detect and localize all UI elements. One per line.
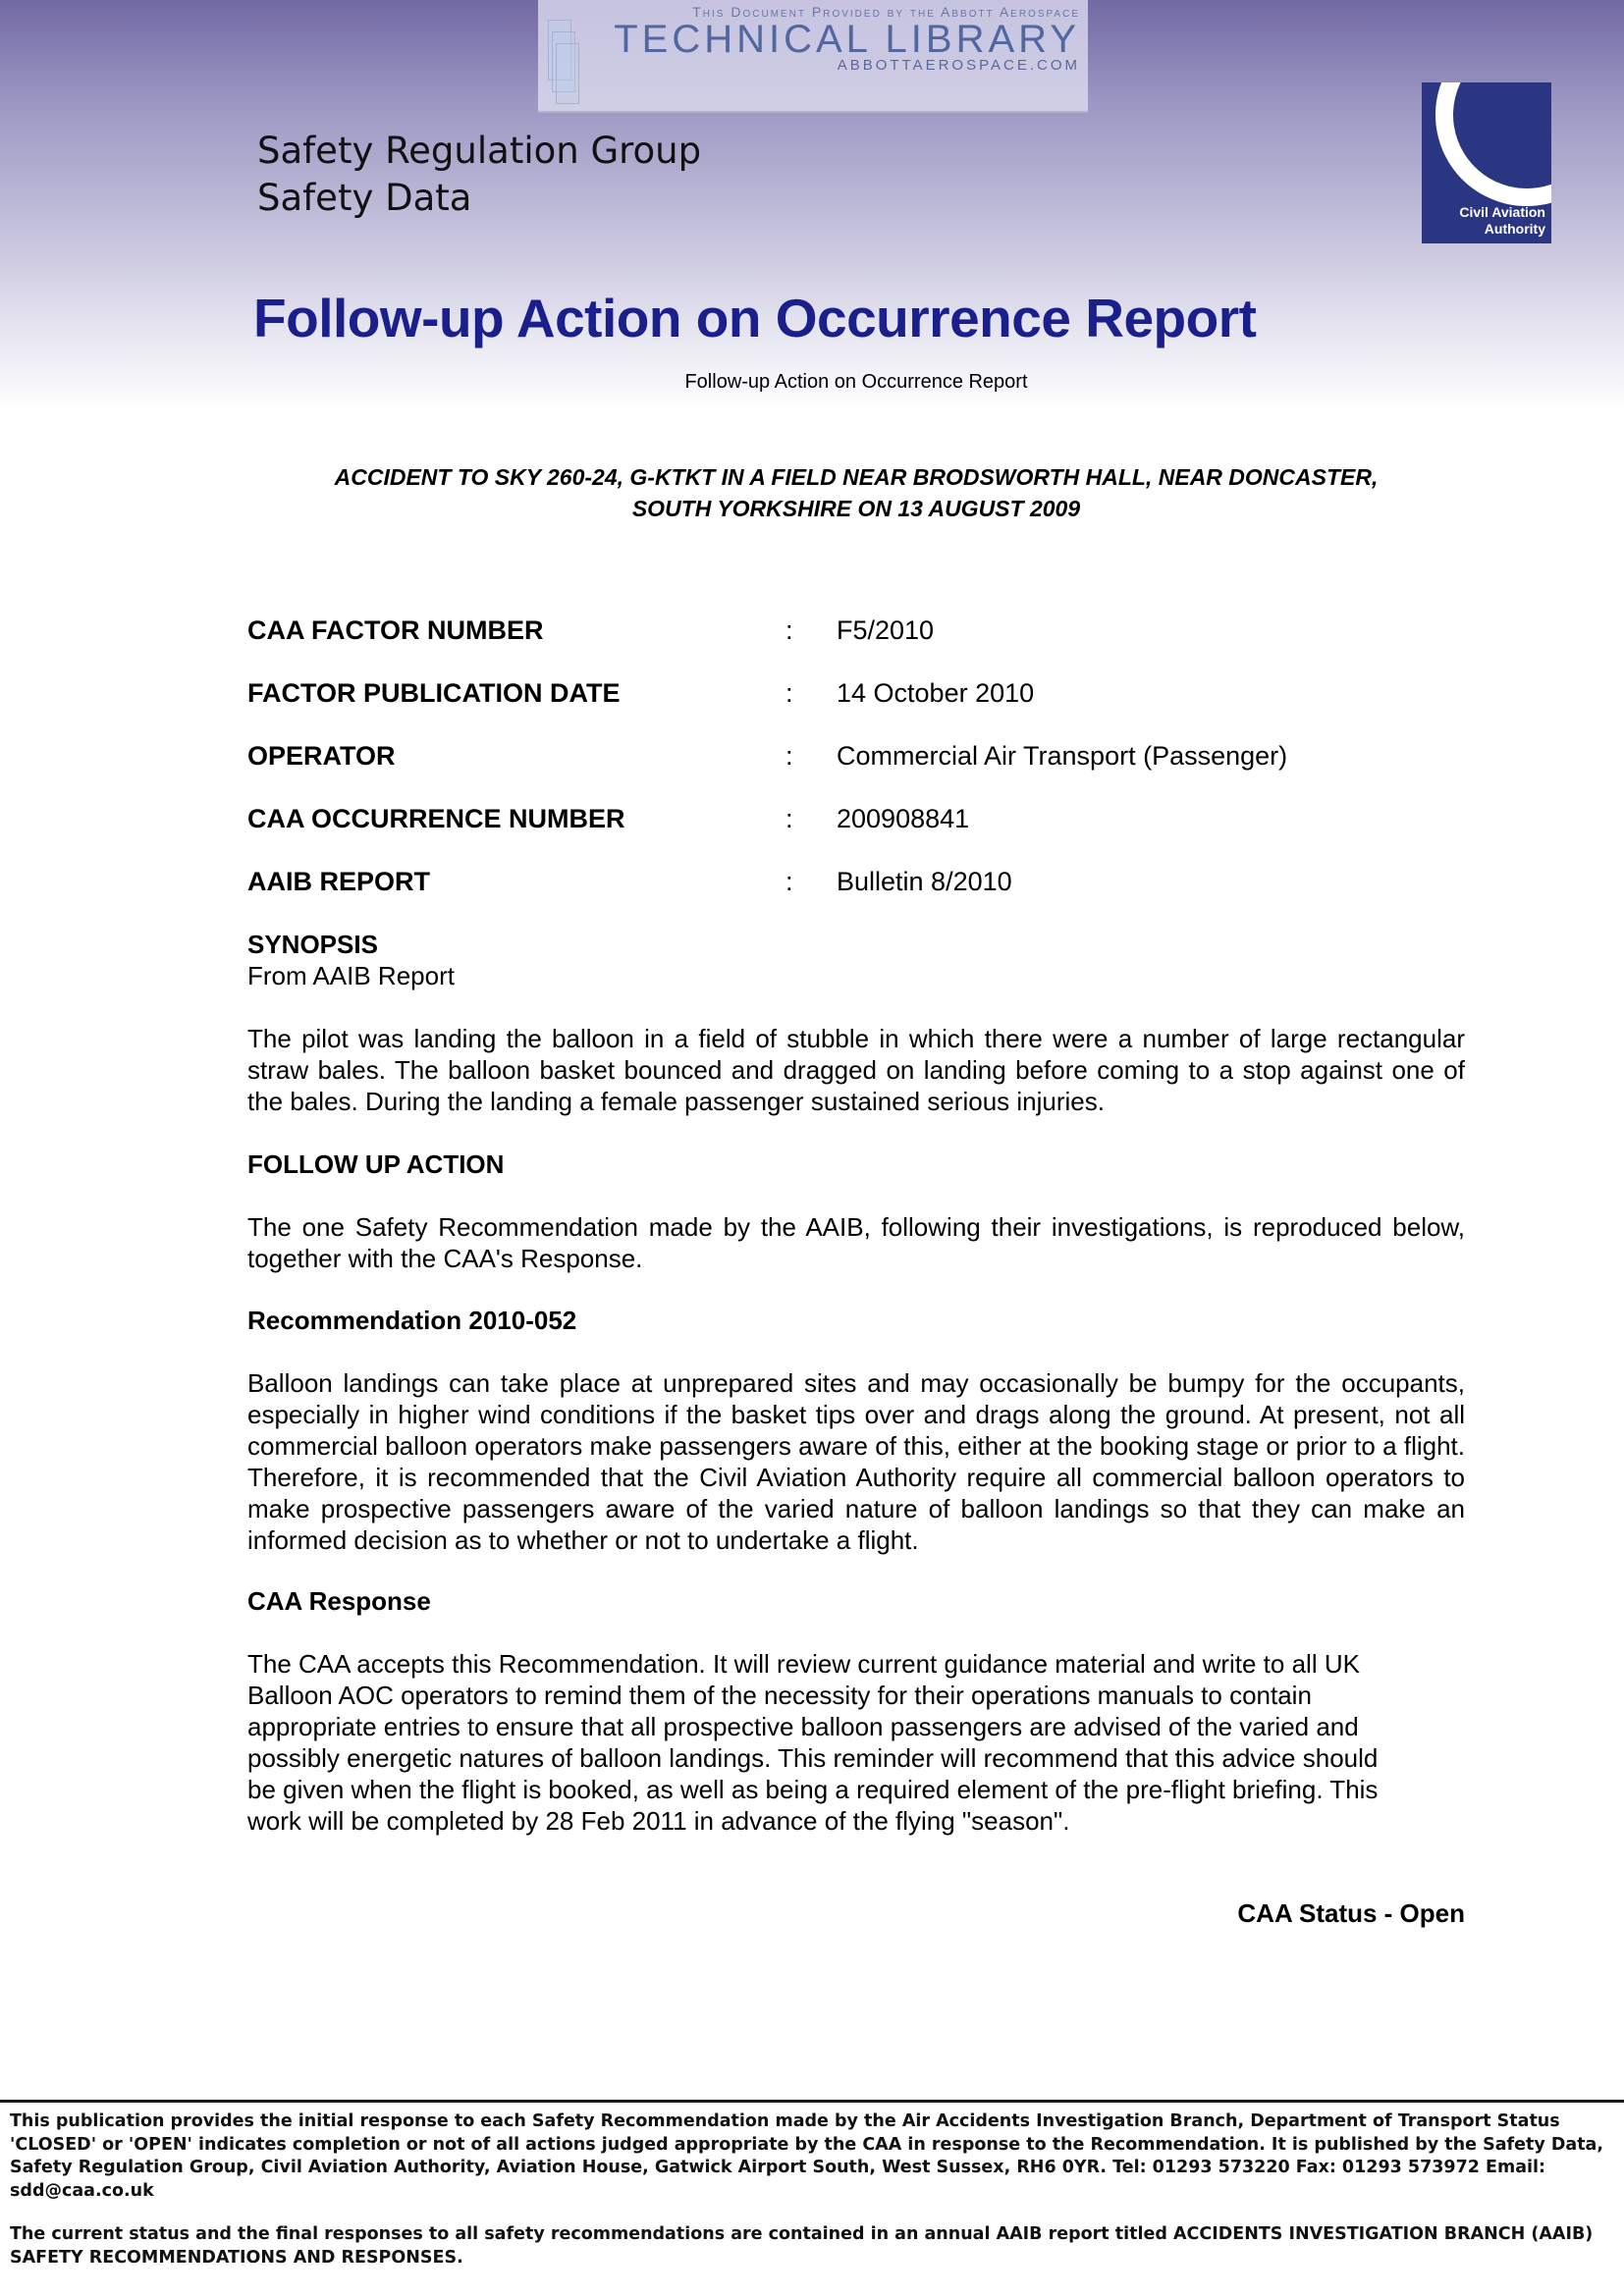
follow-up-heading: FOLLOW UP ACTION [247, 1149, 505, 1179]
technical-library-watermark [538, 0, 1088, 113]
field-value: Bulletin 8/2010 [837, 867, 1012, 896]
field-label: CAA OCCURRENCE NUMBER [247, 804, 625, 833]
response-heading: CAA Response [247, 1586, 431, 1616]
recommendation-text: Balloon landings can take place at unprepared sites and may occasionally be bumpy for the occupants, especially in higher wind conditions if the basket tips over and drags along the ground. At present, not all commercial balloon operators make passengers aware of this, either at the booking stage or prior to a flight. Therefore, it is recommended that the Civil Aviation Authority require all commercial balloon operators to make prospective passengers aware of the varied nature of balloon landings so that they can make an informed decision as to whether or not to undertake a flight. [247, 1368, 1465, 1555]
logo-text-line1: Civil Aviation [1459, 204, 1545, 220]
synopsis-source: From AAIB Report [247, 961, 455, 990]
field-value: 200908841 [837, 804, 970, 833]
logo-text [1459, 204, 1545, 238]
field-label: OPERATOR [247, 741, 396, 771]
watermark-url: ABBOTTAEROSPACE.COM [837, 57, 1080, 74]
accident-title-line2: SOUTH YORKSHIRE ON 13 AUGUST 2009 [631, 496, 1081, 521]
response-line: possibly energetic natures of balloon landings. This reminder will recommend that this advice should [247, 1743, 1379, 1773]
group-name: Safety Regulation Group [257, 130, 702, 172]
field-colon: : [785, 867, 793, 896]
synopsis-section [247, 929, 1465, 1117]
recommendation-heading: Recommendation 2010-052 [247, 1306, 577, 1335]
watermark-provided-by: This Document Provided by the Abbott Aerospace [692, 4, 1080, 20]
field-value: Commercial Air Transport (Passenger) [837, 741, 1288, 771]
response-text [247, 1648, 1465, 1837]
footer-divider [0, 2100, 1624, 2103]
field-colon: : [785, 678, 793, 708]
field-label: AAIB REPORT [247, 867, 431, 896]
department-name: Safety Data [257, 177, 472, 219]
synopsis-text: The pilot was landing the balloon in a field of stubble in which there were a number of large rectangular straw bales. The balloon basket bounced and dragged on landing before coming to a stop against one of the bales. During the landing a female passenger sustained serious injuries. [247, 1024, 1465, 1116]
field-colon: : [785, 615, 793, 645]
logo-text-line2: Authority [1484, 221, 1545, 237]
recommendation-section [247, 1305, 1465, 1556]
field-colon: : [785, 804, 793, 833]
status-badge: CAA Status - Open [1237, 1898, 1465, 1928]
organisation-block [257, 128, 701, 222]
response-line: work will be completed by 28 Feb 2011 in advance of the flying "season". [247, 1806, 1070, 1836]
accident-title-line1: ACCIDENT TO SKY 260-24, G-KTKT IN A FIELD NEAR BRODSWORTH HALL, NEAR DONCASTER, [334, 464, 1379, 490]
response-line: The CAA accepts this Recommendation. It will review current guidance material and write to all UK [247, 1649, 1360, 1679]
response-line: be given when the flight is booked, as well as being a required element of the pre-flight briefing. This [247, 1775, 1379, 1804]
watermark-library-name: TECHNICAL LIBRARY [614, 18, 1080, 61]
caa-logo [1422, 82, 1551, 243]
field-label: CAA FACTOR NUMBER [247, 615, 544, 645]
follow-up-section [247, 1148, 1465, 1274]
response-line: Balloon AOC operators to remind them of the necessity for their operations manuals to contain [247, 1681, 1312, 1710]
footer-publication-note: This publication provides the initial response to each Safety Recommendation made by the Air Accidents Investigation Branch, Department of Transport Status 'CLOSED' or 'OPEN' indicates completion or not of all actions judged appropriate by the CAA in response to the Recommendation. It is published by the Safety Data, Safety Regulation Group, Civil Aviation Authority, Aviation House, Gatwick Airport South, West Sussex, RH6 0YR. Tel: 01293 573220 Fax: 01293 573972 Email: sdd@caa.co.uk [10, 2111, 1604, 2201]
field-value: F5/2010 [837, 615, 935, 645]
footer-status-note: The current status and the final responses to all safety recommendations are contained in an annual AAIB report titled ACCIDENTS INVESTIGATION BRANCH (AAIB) SAFETY RECOMMENDATIONS AND RESPONSES. [10, 2224, 1594, 2268]
field-colon: : [785, 741, 793, 771]
response-line: appropriate entries to ensure that all prospective balloon passengers are advised of the varied and [247, 1712, 1359, 1741]
page-subtitle: Follow-up Action on Occurrence Report [684, 371, 1028, 393]
follow-up-text: The one Safety Recommendation made by the AAIB, following their investigations, is reproduced below, together with the CAA's Response. [247, 1212, 1465, 1273]
page-title: Follow-up Action on Occurrence Report [253, 288, 1257, 348]
synopsis-heading: SYNOPSIS [247, 930, 378, 959]
response-section [247, 1585, 1465, 1837]
field-value: 14 October 2010 [837, 678, 1035, 708]
accident-title [247, 461, 1465, 524]
field-label: FACTOR PUBLICATION DATE [247, 678, 621, 708]
